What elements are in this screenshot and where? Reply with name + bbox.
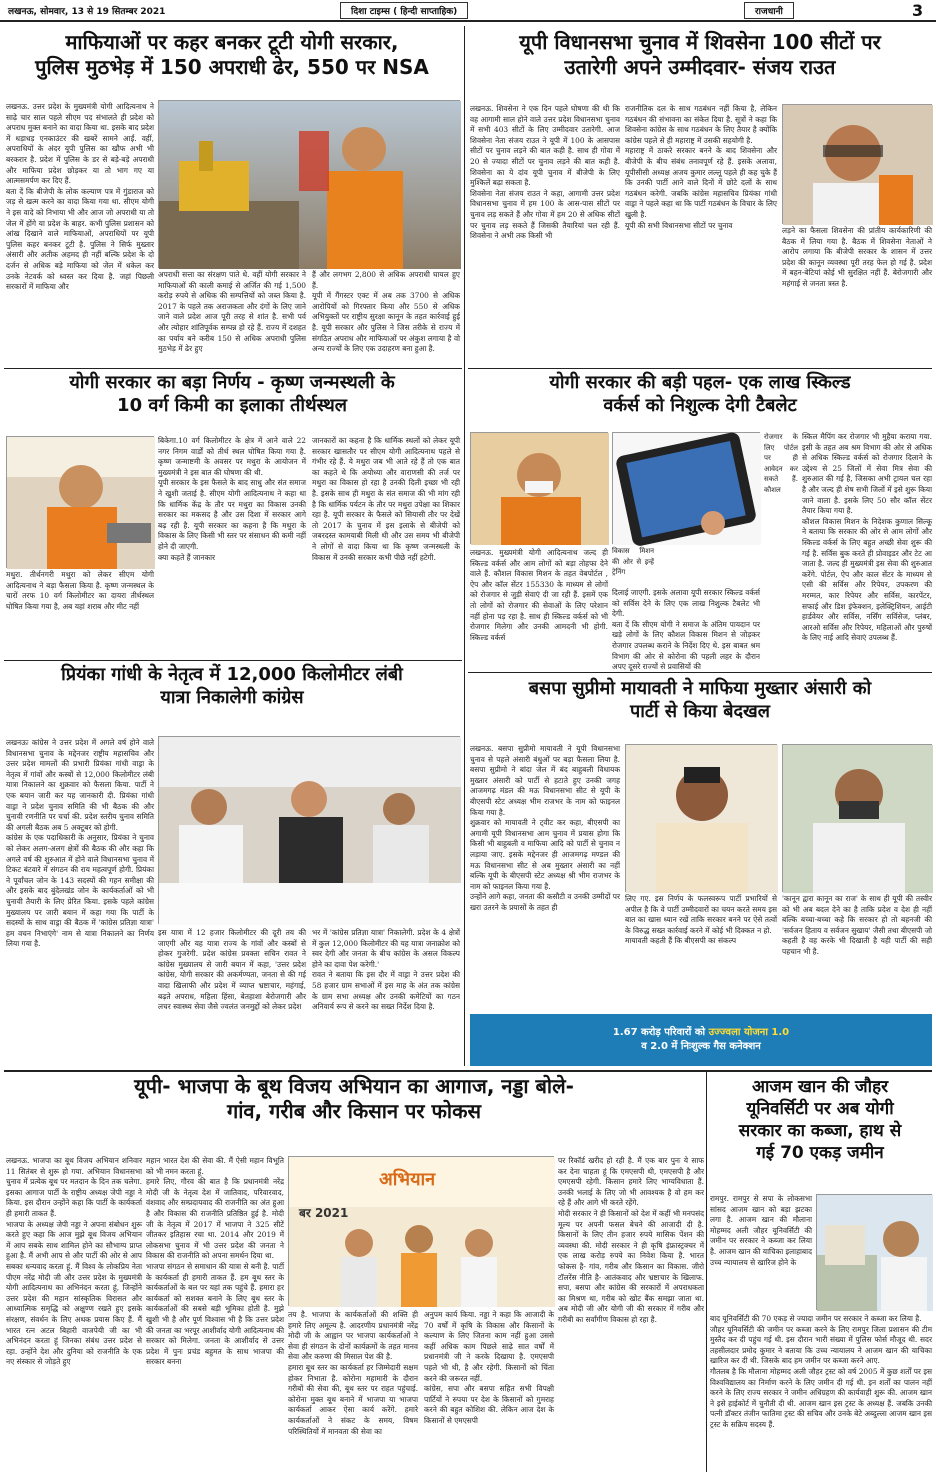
a7-col3: तय है. भाजपा के कार्यकर्ताओं की शक्ति ही हमारे लिए अमूल्य है. आदरणीय प्रधानमंत्री नरेंद्र मोदी जी के आह्वान पर भाजपा कार्यकर्ताओं ने सेवा ही संगठन के दोनों कार्यक्रमों के तहत मानव सेवा और करुणा की मिसाल पेश की है. हमारा बूथ स्तर का कार्यकर्ता हर जिम्मेदारी सक्षम होकर निभाता है. कोरोना महामारी के दौरान गरीबों की सेवा की, बूथ स्तर पर राहत पहुंचाई. कोरोना मुक्त बूथ बनाने में भाजपा या भाजपा कार्यकर्ता आकर ऐसा कार्य करेंगे. हमारे कार्यकर्ताओं ने संकट के समय, विषम परिस्थितियों में मानवता की सेवा का xyxy=(288,1310,418,1436)
a5-col2: इस यात्रा में 12 हजार किलोमीटर की दूरी तय की जाएगी और यह यात्रा राज्य के गांवों और कस्बों से होकर गुजरेगी. प्रदेश कांग्रेस प्रवक्ता सचिन रावत ने कांग्रेस मुख्यालय से जारी बयान में कहा, 'उत्तर प्रदेश कांग्रेस, योगी सरकार की अकर्मण्यता, जनता से की गई वादा खिलाफी और प्रदेश में व्याप्त भ्रष्टाचार, महंगाई, बढ़ते अपराध, महिला हिंसा, बेतहाशा बेरोजगारी और लचर स्वास्थ्य सेवा जैसे ज्वलंत जनमुद्दों को लेकर प्रदेश xyxy=(158,928,306,1012)
a3-title-line2: 10 वर्ग किमी का इलाका तीर्थस्थल xyxy=(117,394,347,416)
divider-v-bottom xyxy=(706,1072,707,1472)
a2-headline xyxy=(468,30,932,80)
a7-col5: पर रिकॉर्ड खरीद हो रही है. मैं एक बार पुनः ये साफ कर देना चाहता हूं कि एमएसपी थी, एमएसपी है और एमएसपी रहेगी. किसान हमारे लिए भाग्यविधाता हैं. उनकी भलाई के लिए जो भी आवश्यक है वो हम कर रहे हैं और आगे भी करते रहेंगे. मोदी सरकार ने ही किसानों को देश में कहीं भी मनपसंद मूल्य पर अपनी फसल बेचने की आजादी दी है. किसानों के लिए तीन हजार रुपये मासिक पेंशन की व्यवस्था की. मोदी सरकार ने ही कृषि इंफ्रास्ट्रक्चर में एक लाख करोड़ रुपये का निवेश किया है. भारत फोकस है- गांव, गरीब और किसान का विकास. जीरो टॉलरेंस नीति है- आतंकवाद और भ्रष्टाचार के खिलाफ. सपा, बसपा और कांग्रेस की सरकारों में अपराधकता का मिश्रण था, गरीब को खोट बैंक समझा जाता था. अब मोदी जी और योगी जी की सरकार में गरीब और गरीबी का सर्वांगीण विकास हो रहा है. xyxy=(558,1156,704,1324)
a8-photo xyxy=(816,1194,932,1310)
a2-caption: लड़ने का फैसला शिवसेना की प्रांतीय कार्यकारिणी की बैठक में लिया गया है. बैठक में शिवसेना नेताओं ने आरोप लगाया कि बीजेपी सरकार के शासन में उत्तर प्रदेश की कानून व्यवस्था पूरी तरह फेल हो गई है. प्रदेश में बहन-बेटियां कोई भी सुरक्षित नहीं हैं. बेरोजगारी और महंगाई से जनता त्रस्त है. xyxy=(782,226,932,288)
a2-title-line1: यूपी विधानसभा चुनाव में शिवसेना 100 सीटों पर xyxy=(519,30,881,54)
divider-h-1-right xyxy=(468,368,932,369)
a7-col1: लखनऊ. भाजपा का बूथ विजय अभियान शनिवार 11 सितंबर से शुरू हो गया. अभियान विधानसभा चुनाव में प्रत्येक बूथ पर मतदान के दिन तक चलेगा. इसका आगाज पार्टी के राष्ट्रीय अध्यक्ष जेपी नड्डा ने किया. इस दौरान उन्होंने कहा कि पार्टी के कार्यकर्ता ही हमारी ताकत हैं. भाजपा के अध्यक्ष जेपी नड्डा ने अपना संबोधन शुरू करते हुए कहा कि आज मुझे बूथ विजय अभियान में आप सबके साथ शामिल होने का सौभाग्य प्राप्त हुआ है. मैं अभी आप से और पार्टी की ओर से आप सबका धन्यवाद करता हूं. मैं विश्व के लोकप्रिय नेता पीएम नरेंद्र मोदी जी और उत्तर प्रदेश के मुख्यमंत्री योगी आदित्यनाथ का अभिनंदन करता हूं, जिन्होंने उत्तर प्रदेश की महान सांस्कृतिक विरासत और आध्यात्मिक समृद्धि को अक्षुण्ण रखते हुए इसके संरक्षण, संवर्धन के लिए अथक प्रयास किए हैं. मैं भारत रत्न अटल बिहारी वाजपेयी जी का भी अभिनंदन करता हूं जिनका संबंध उत्तर प्रदेश से रहा. उन्होंने देश और दुनिया को राजनीति के एक नए संस्कार से जोड़ते हुए xyxy=(6,1156,142,1367)
a7-headline xyxy=(4,1074,704,1124)
a1-title-line1: माफियाओं पर कहर बनकर टूटी योगी सरकार, xyxy=(65,30,399,54)
bjp-stage-photo xyxy=(289,1157,555,1307)
priyanka-meeting-photo xyxy=(159,737,461,925)
a2-title-line2: उतारेगी अपने उम्मीदवार- संजय राउत xyxy=(564,55,836,79)
a3-caption: मथुरा. तीर्थनगरी मथुरा को लेकर सीएम योगी आदित्यनाथ ने बड़ा फैसला किया है. कृष्ण जन्मस्थल के चारों तरफ 10 वर्ग किलोमीटर का दायरा तीर्थस्थल घोषित किया गया है, अब यहां शराब और मीट नहीं xyxy=(6,570,154,611)
ad-line2: व 2.0 में निःशुल्क गैस कनेक्शन xyxy=(641,1041,761,1052)
a5-col1: लखनऊः कांग्रेस ने उत्तर प्रदेश में अगले वर्ष होने वाले विधानसभा चुनाव के मद्देनजर राष्ट्रीय महासचिव और उत्तर प्रदेश मामलों की प्रभारी प्रियंका गांधी वाड्रा के नेतृत्व में गांवों और कस्बों से 12,000 किलोमीटर लंबी यात्रा निकालने का शुक्रवार को फैसला किया. पार्टी ने एक बयान जारी कर यह जानकारी दी. प्रियंका गांधी वाड्रा ने प्रदेश चुनाव समिति की भी बैठक की और चुनावी रणनीति पर चर्चा की. प्रदेश स्तरीय चुनाव समिति की अगली बैठक अब 5 अक्टूबर को होगी. कांग्रेस के एक पदाधिकारी के अनुसार, प्रियंका ने चुनाव को लेकर अलग-अलग क्षेत्रों की बैठक की और कहा कि अगले वर्ष की शुरुआत में होने वाले विधानसभा चुनाव में टिकट बंटवारे में संगठन की राय महत्वपूर्ण होगी. प्रियंका ने पूर्वांचल जोन के 143 सदस्यों की गहन समीक्षा की और इसके बाद बुंदेलखंड जोन के कार्यकर्ताओं को भी चुनावी तैयारी के लिए प्रेरित किया. इसके पहले कांग्रेस मुख्यालय पर जारी बयान में कहा गया कि पार्टी के सदस्यों के साथ वाड्रा की बैठक में 'कांग्रेस प्रतिज्ञा यात्रा' हम वचन निभाएंगे' नाम से यात्रा निकालने का निर्णय लिया गया है. xyxy=(6,738,154,949)
a7-title-line2: गांव, गरीब और किसान पर फोकस xyxy=(226,1099,481,1123)
a5-headline xyxy=(4,664,460,709)
a6-title-line2: पार्टी से किया बेदखल xyxy=(630,700,770,722)
a4-photo-tablet xyxy=(612,432,760,544)
sanjay-raut-photo xyxy=(783,105,933,225)
a7-photo xyxy=(288,1156,554,1306)
a8-title-line3: सरकार का कब्जा, हाथ से xyxy=(738,1121,902,1142)
mukhtar-ansari-photo xyxy=(783,745,933,893)
divider-h-2-right xyxy=(468,672,932,673)
page-number: 3 xyxy=(912,1,924,20)
a4-side-text1: रोजगार के लिए पोर्टल पर ही आवेदन कर सकते हैं. कौशल xyxy=(764,433,798,494)
yogi-rally-photo xyxy=(159,101,461,269)
a7-col4: अनुपम कार्य किया. नड्डा ने कहा कि आजादी के 70 वर्षों में कृषि के विकास और किसानों के कल्याण के लिए जितना काम नहीं हुआ उससे कहीं अधिक काम पिछले साढ़े सात वर्षों में प्रधानमंत्री जी ने करके दिखाया है. एमएसपी पहले भी थी, है और रहेगी. किसानों को चिंता करने की जरूरत नहीं. कांग्रेस, सपा और बसपा सहित सभी विपक्षी पार्टियों ने रुपया पर देश के किसानों को गुमराह करने की बहुत कोशिश की. लेकिन आज देश के किसानों से एमएसपी xyxy=(424,1310,554,1425)
a3-photo xyxy=(6,436,154,568)
a6-caption1: लिए गए. इस निर्णय के फलस्वरूप पार्टी प्रभारियों से अपील है कि वे पार्टी उम्मीदवारों का चयन करते समय इस बात का खास ध्यान रखें ताकि सरकार बनने पर ऐसे तत्वों के विरुद्ध सख्त कार्रवाई करने में कोई भी दिक्कत न हो. मायावती कहती हैं कि बीएसपी का संकल्प xyxy=(625,894,777,946)
divider-h-2-left xyxy=(4,660,462,661)
a3-title-line1: योगी सरकार का बड़ा निर्णय - कृष्ण जन्मस्थली के xyxy=(69,372,395,393)
a4-col3: स्किल मैपिंग कर रोजगार भी मुहैया कराया गया. इसी के तहत अब श्रम विभाग की ओर से अधिक से अधिक स्किल्ड वर्कर्स को रोजगार दिलाने के उद्देश्य से 25 जिलों में सेवा मित्र सेवा की शुरुआत की गई है, जिसका अभी ट्रायल चल रहा है और जल्द ही शेष सभी जिलों में इसे शुरू किया जाने वाला है. इसके लिए 50 सौर कॉल सेंटर तैयार किया गया है. कौशल विकास मिशन के निदेशक कुणाल सिल्कू ने बताया कि सरकार की ओर से आम लोगों और स्किल्ड वर्कर्स के लिए बहुत अच्छी सेवा शुरू की गई है. सर्विस बुक करते ही प्रोवाइडर और टेट आ जाता है. जल्द ही मुख्यमंत्री इस सेवा की शुरुआत करेंगे. पोर्टल, ऐप और काल सेंटर के माध्यम से एसी की सर्विस और रिपेयर, उपकरण की मरम्मत, कार रिपेयर और सर्विस, कारपेंटर, सफाई और डिश इंफेक्शन, इलेक्ट्रिशियन, आईटी हार्डवेयर और सर्विस, नर्सिंग सर्विसेज, प्लंबर, आरओ सर्विस और रिपेयर, महिलाओं और पुरुषों के लिए नाई आदि सेवाएं उपलब्ध हैं. xyxy=(802,432,932,643)
divider-h-3 xyxy=(4,1070,932,1072)
yogi-press-photo xyxy=(7,437,155,569)
a4-headline xyxy=(468,372,932,417)
a6-headline xyxy=(468,678,932,723)
a4-side-text2: विकास मिशन की ओर से इन्हें ट्रेनिंग xyxy=(612,547,654,577)
a5-title-line1: प्रियंका गांधी के नेतृत्व में 12,000 किलोमीटर लंबी xyxy=(61,664,403,685)
divider-h-1-left xyxy=(4,368,462,369)
banner-year: बर 2021 xyxy=(299,1206,349,1220)
a1-col1: लखनऊ. उत्तर प्रदेश के मुख्यमंत्री योगी आदित्यनाथ ने साढ़े चार साल पहले सीएम पद संभालते ही प्रदेश को अपराध मुक्त बनाने का वादा किया था. इसके बाद प्रदेश में धड़ाधड़ एनकाउंटर की खबरें सामने आईं. वहीं, अपराधियों के अंदर यूपी पुलिस का खौफ अभी भी बरकरार है. प्रदेश में पुलिस के डर से बड़े-बड़े अपराधी और माफिया प्रदेश छोड़कर या तो भाग गए या आत्मसमर्पण कर दिए हैं. बता दें कि बीजेपी के लोक कल्याण पत्र में गुंडाराज को जड़ से खत्म करने का वादा किया गया था. सीएम योगी ने इस वादे को निभाया भी और आज जो अपराधी या तो जेल में होंगे या प्रदेश के बाहर. कभी पुलिस प्रशासन को आंख दिखाने वाले माफियाओं, अपराधियों पर यूपी पुलिस कहर बनकर टूटी है. पुलिस ने सिर्फ मुख्तार अंसारी और अतीक अहमद ही नहीं बल्कि प्रदेश के दो दर्जन से अधिक बड़े माफिया को जेल में धकेल कर उनके नेटवर्क को ध्वस्त कर दिया है. जहां पिछली सरकारों में माफिया और xyxy=(6,102,154,292)
a4-title-line2: वर्कर्स को निशुल्क देगी टैबलेट xyxy=(603,394,797,416)
a4-col2: दिलाई जाएगी. इसके अलावा यूपी सरकार स्किल्ड वर्कर्स को सर्विस देने के लिए एक लाख निशुल्क टैबलेट भी देगी. बता दें कि सीएम योगी ने समाज के अंतिम पायदान पर खड़े लोगों के लिए कौशल विकास मिशन से जोड़कर रोजगार उपलब्ध कराने के निर्देश दिए थे. इस बाबत श्रम विभाग की ओर से कोरोना की पहली लहर के दौरान अपए दूसरे राज्यों से प्रवासियों की xyxy=(612,588,760,672)
a3-col3: जानकारों का कहना है कि धार्मिक स्थलों को लेकर यूपी सरकार खासतौर पर सीएम योगी आदित्यनाथ पहले से गंभीर रहे हैं. ये मथुरा जब भी आते रहे हैं तो एक बात का कहते थे कि अयोध्या और वाराणसी की तर्ज पर मथुरा का विकास हो रहा है उनकी दिली इच्छा भी रही है. इसके साथ ही मथुरा के संत समाज की भी मांग रही है कि धार्मिक पर्यटन के तौर पर मथुरा उपेक्षा का शिकार रहा है. यूपी सरकार के फैसले को सियासी तौर पर देखें तो 2017 के चुनाव में इस इलाके से बीजेपी को जबरदस्त कामयाबी मिली थी और उस समय भी बीजेपी ने लोगों से वादा किया था कि कृष्ण जन्मस्थली के विकास में उनकी सरकार कभी पीछे नहीं हटेगी. xyxy=(312,436,460,562)
a8-body: बाद यूनिवर्सिटी की 70 एकड़ से ज्यादा जमीन पर सरकार ने कब्जा कर लिया है. जौहर यूनिवर्सिटी की जमीन पर कब्जा करने के लिए रामपुर जिला प्रशासन की टीम मुस्तैद कर दी पहुंच गई थी. इस दौरान भारी संख्या में पुलिस फोर्स मौजूद थी. सदर तहसीलदार प्रमोद कुमार ने बताया कि उच्च न्यायालय ने आजम खान की याचिका खारिज कर दी थी. जिसके बाद हम जमीन पर कब्जा करने आए. गौतलब है कि मौलाना मोहम्मद अली जौहर ट्रस्ट को वर्ष 2005 में कुछ शर्तों पर इस विश्वविद्यालय का निर्माण करने के लिए जमीन दी गई थी. इन शर्तों का पालन नहीं करने के लिए राज्य सरकार ने जमीन अधिग्रहण की कार्यवाही शुरू की. आजम खान ने इसे हाईकोर्ट में चुनौती दी थी. आजम खान इस ट्रस्ट के अध्यक्ष हैं. जबकि उनकी पत्नी डॉक्टर तंजीन फातिमा ट्रस्ट की सचिव और उनके बेटे अब्दुल्ला आजम खान इस ट्रस्ट के सक्रिय सदस्य हैं. xyxy=(710,1314,933,1429)
a8-title-line2: यूनिवर्सिटी पर अब योगी xyxy=(746,1099,894,1120)
azam-khan-photo xyxy=(817,1195,933,1311)
a6-caption2: 'कानून द्वारा कानून का राज' के साथ ही यूपी की तस्वीर को भी अब बदल देने का है ताकि प्रदेश व देश ही नहीं बल्कि बच्चा-बच्चा कहे कि सरकार हो तो बहनजी की 'सर्वजन हिताय व सर्वजन सुखाय' जैसी तथा बीएसपी जो कहती है वह करके भी दिखाती है यही पार्टी की सही पहचान भी है. xyxy=(782,894,932,956)
a5-photo xyxy=(158,736,460,924)
divider-v-main-top xyxy=(464,26,465,1066)
a6-col1: लखनऊ. बसपा सुप्रीमो मायावती ने यूपी विधानसभा चुनाव से पहले अंसारी बंधुओं पर बड़ा फैसला लिया है. बसपा सुप्रीमो ने बांदा जेल में बंद बाहुबली विधायक मुख्तार अंसारी को पार्टी से हटाते हुए उनकी जगह आजमगढ़ मंडल की मऊ विधानसभा सीट से यूपी के बीएसपी स्टेट अध्यक्ष भीम राजभर के नाम को फाइनल किया गया है. शुक्रवार को मायावती ने ट्वीट कर कहा, बीएसपी का अगामी यूपी विधानसभा आम चुनाव में प्रयास होगा कि किसी भी बाहुबली व माफिया आदि को पार्टी से चुनाव न लड़ाया जाए. इसके मद्देनजर ही आजमगढ़ मण्डल की मऊ विधानसभा सीट से अब मुख्तार अंसारी का नहीं बल्कि यूपी के बीएसपी स्टेट अध्यक्ष श्री भीम राजभर के नाम को फाइनल किया गया है. उन्होंने आगे कहा, जनता की कसौटी व उनकी उम्मीदों पर खरा उतरने के प्रयासों के तहत ही xyxy=(470,744,620,912)
ad-brand: उज्ज्वला योजना 1.0 xyxy=(708,1027,790,1038)
header-date: लखनऊ, सोमवार, 13 से 19 सितम्बर 2021 xyxy=(8,7,166,17)
a7-col2: महान भारत देश की सेवा की. मैं ऐसी महान विभूति को भी नमन करता हूं. हमारे लिए, गौरव की बात है कि प्रधानमंत्री नरेंद्र मोदी जी के नेतृत्व देश में जातिवाद, परिवारवाद, वंशवाद और सम्प्रदायवाद की राजनीति का अंत हुआ है और विकास की राजनीति प्रतिष्ठित हुई है. मोदी जी के नेतृत्व में 2017 में भाजपा ने 325 सीटें जीतकर इतिहास रचा था. 2014 और 2019 में लोकसभा चुनाव में भी उत्तर प्रदेश की जनता ने विकास की राजनीति को अपना समर्थन दिया था. भाजपा संगठन से समाधान की यात्रा से बनी है. पार्टी के कार्यकर्ता ही हमारी ताकत हैं. हम बूथ स्तर के कार्यकर्ताओं के बल पर यहां तक पहुंचे हैं. हमारा हर कार्यकर्ता को सशक्त बनाने के लिए बूथ स्तर के कार्यकर्ताओं की सबसे बड़ी भूमिका होती है. मुझे खुशी भी है और पूर्ण विश्वास भी है कि उत्तर प्रदेश की जनता का भरपूर आशीर्वाद योगी आदित्यनाथ की सरकार को मिलेगा. जनता के आशीर्वाद से उत्तर प्रदेश में पुनः प्रचंड बहुमत के साथ भाजपा की सरकार बनना xyxy=(146,1156,284,1367)
a3-col2: बिकेगा.10 वर्ग किलोमीटर के क्षेत्र में आने वाले 22 नगर निगम वार्डों को तीर्थ स्थल घोषित किया गया है. कृष्ण जन्माष्टमी के अवसर पर मथुरा के आयोजन में मुख्यमंत्री ने इस बात की घोषणा की थी. यूपी सरकार के इस फैसले के बाद साधु और संत समाज ने खुशी जताई है. सीएम योगी आदित्यनाथ ने कहा था कि धार्मिक केंद्र के तौर पर मथुरा का विकास उनकी सरकार का मकसद है और उस दिशा में सरकार आगे बढ़ रही है. यूपी सरकार का कहना है कि मथुरा के विकास के लिए किसी भी स्तर पर संसाधन की कमी नहीं होने दी जाएगी. क्या कहते हैं जानकार xyxy=(158,436,306,562)
a8-headline xyxy=(708,1076,932,1164)
a3-headline xyxy=(4,372,460,417)
a7-title-line1: यूपी- भाजपा के बूथ विजय अभियान का आगाज, नड्डा बोले- xyxy=(134,1074,574,1098)
a8-side-text: रामपुर. रामपुर से सपा के लोकसभा सांसद आजम खान को बड़ा झटका लगा है. आजम खान की मौलाना मोहम्मद अली जौहर यूनिवर्सिटी की जमीन पर सरकार ने कब्जा कर लिया है. आजम खान की याचिका इलाहाबाद उच्च न्यायालय से खारिज होने के xyxy=(710,1194,812,1267)
a6-photo-ansari xyxy=(782,744,932,892)
tablet-icon xyxy=(613,433,761,545)
ujjwala-ad-banner xyxy=(470,1014,932,1066)
header-masthead: दिशा टाइम्स ( हिन्दी साप्ताहिक) xyxy=(340,2,468,19)
header-section: राजधानी xyxy=(744,2,794,19)
a2-photo xyxy=(782,104,932,224)
ad-line1: 1.67 करोड़ परिवारों को उज्ज्वला योजना 1.0 xyxy=(612,1027,790,1038)
a4-title-line1: योगी सरकार की बड़ी पहल- एक लाख स्किल्ड xyxy=(549,372,851,393)
a5-col3: भर में 'कांग्रेस प्रतिज्ञा यात्रा' निकालेगी. प्रदेश के 4 क्षेत्रों में कुल 12,000 किलोमीटर की यह यात्रा जनाक्रोश को स्वर देगी और जनता के बीच कांग्रेस के असल विकल्प होने का दावा पेश करेगी.' रावत ने बताया कि इस दौर में वाड्रा ने उत्तर प्रदेश की 58 हजार ग्राम सभाओं में इस माह के अंत तक कांग्रेस के ग्राम सभा अध्यक्ष और उनकी कमेटियों का गठन अनिवार्य रूप से करने का सख्त निर्देश दिया है. xyxy=(312,928,460,1012)
a5-title-line2: यात्रा निकालेगी कांग्रेस xyxy=(160,686,304,708)
a6-title-line1: बसपा सुप्रीमो मायावती ने माफिया मुख्तार अंसारी को xyxy=(528,678,872,699)
yogi-mask-photo xyxy=(471,433,609,545)
a4-col1: लखनऊ. मुख्यमंत्री योगी आदित्यनाथ जल्द ही स्किल्ड वर्कर्स और आम लोगों को बड़ा तोहफा देने वाले हैं. कौशल विकास मिशन के तहत वेबपोर्टल , ऐप और कॉल सेंटर 155330 के माध्यम से लोगों को रोजगार से जुड़ी सेवाएं दी जा रही हैं. इसमें एक तो लोगों को रोजगार की सेवाओं के लिए परेशान नहीं होना पड़ रहा है. साथ ही स्किल्ड वर्कर्स को भी रोजगार मिलेगा और उनकी आमदनी भी होगी. स्किल्ड वर्कर्स xyxy=(470,548,608,642)
a1-headline xyxy=(4,30,460,80)
a8-title-line4: गई 70 एकड़ जमीन xyxy=(756,1143,884,1164)
banner-word: अभियान xyxy=(379,1169,436,1190)
a1-photo xyxy=(158,100,460,268)
a2-col2: राजनीतिक दल के साथ गठबंधन नहीं किया है, लेकिन गठबंधन की संभावना का संकेत दिया है. सूत्रों ने कहा कि शिवसेना कांग्रेस के साथ गठबंधन के लिए तैयार है क्योंकि कांग्रेस पहले से ही महाराष्ट्र में उसकी सहयोगी है. महाराष्ट्र में ठाकरे सरकार बनने के बाद शिवसेना और बीजेपी के बीच संबंध तनावपूर्ण रहे हैं. इसके अलावा, यूपीसीसी अध्यक्ष अजय कुमार लल्लू पहले ही कह चुके हैं कि उनकी पार्टी आने वाले दिनों में छोटे दलों के साथ गठबंधन करेगी. जबकि कांग्रेस महासचिव प्रियंका गांधी वाड्रा ने पहले कहा था कि पार्टी गठबंधन के विचार के लिए खुली है. यूपी की सभी विधानसभा सीटों पर चुनाव xyxy=(625,104,777,230)
a2-col1: लखनऊ. शिवसेना ने एक दिन पहले घोषणा की थी कि वह आगामी साल होने वाले उत्तर प्रदेश विधानसभा चुनाव में सभी 403 सीटों के लिए उम्मीदवार उतारेगी. आज शिवसेना नेता संजय राउत ने यूपी में 100 के आसपास सीटों पर चुनाव लड़ने की बात कही है. साथ ही गोवा में 20 से ज्यादा सीटों पर चुनाव लड़ने की बात कही है. शिवसेना का ये दांव यूपी चुनाव में बीजेपी के लिए मुश्किलें बढ़ा सकता है. शिवसेना नेता संजय राउत ने कहा, आगामी उत्तर प्रदेश विधानसभा चुनाव में हम 100 के आस-पास सीटों पर चुनाव लड़ सकते हैं और गोवा में हम 20 से अधिक सीटों पर चुनाव लड़ सकते हैं जिसकी तैयारियां चल रही हैं. शिवसेना ने अभी तक किसी भी xyxy=(470,104,620,241)
page-header xyxy=(0,0,936,22)
a6-photo-mayawati xyxy=(625,744,777,892)
a1-col3: हैं और लगभग 2,800 से अधिक अपराधी घायल हुए हैं. यूपी में गैंगस्टर एक्ट में अब तक 3700 से अधिक आरोपियों को गिरफ्तार किया और 550 से अधिक अभियुक्तों पर राष्ट्रीय सुरक्षा कानून के तहत कार्रवाई हुई है. यूपी सरकार और पुलिस ने जिस तरीके से राज्य में संगठित अपराध और माफियाओं पर अंकुश लगाया है वो अन्य राज्यों के लिए एक उदाहरण बना हुआ है. xyxy=(312,270,460,354)
a1-title-line2: पुलिस मुठभेड़ में 150 अपराधी ढेर, 550 पर NSA xyxy=(35,55,429,79)
mayawati-photo xyxy=(626,745,778,893)
a8-title-line1: आजम खान की जौहर xyxy=(751,1077,889,1097)
a4-photo-yogi xyxy=(470,432,608,544)
a1-col2: अपराधी सत्ता का संरक्षण पाते थे. वहीं योगी सरकार ने माफियाओं की काली कमाई से अर्जित की गई 1,500 करोड़ रुपये से अधिक की सम्पत्तियों को जब्त किया है. 2017 के पहले तक अराजकता और दंगों के लिए जाने जाने वाले प्रदेश आज पूरी तरह से शांत है. सभी पर्व और त्योहार शांतिपूर्वक सम्पन्न हो रहे हैं. राज्य में दशहत का पर्याय बने करीब 150 से अधिक अपराधी पुलिस मुठभेड़ में ढेर हुए xyxy=(158,270,306,354)
